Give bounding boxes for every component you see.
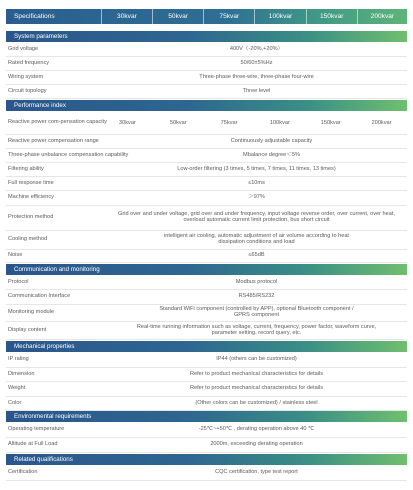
row-ip-rating [6,353,407,368]
capacity-50kvar: 50kvar [169,120,187,126]
row-value: ≤65dB [248,252,265,259]
row-compensation-range [6,135,407,149]
row-label: Grid voltage [8,45,39,52]
row-label: IP rating [8,356,29,363]
row-value: 400V（-20%,+20%） [229,45,284,52]
capacity-150kvar: 150kvar [320,120,341,126]
row-certification [6,466,407,481]
capacity-100kvar: 100kvar [269,120,290,126]
row-wiring-system [6,71,407,85]
section-mechanical: Mechanical properties [6,341,407,352]
row-label: Certification [8,469,38,476]
row-label: Dimension [8,370,35,377]
section-environmental: Environmental requirements [6,411,407,422]
row-full-response-time [6,177,407,191]
capacity-values [102,112,407,134]
row-monitoring-module [6,305,407,322]
row-label: Communication Interface [8,293,71,300]
row-filtering-ability [6,163,407,177]
row-value: Modbus protocol [235,278,278,285]
row-value: (Other colors can be customized) / stainless steel [195,399,318,406]
row-value: ＞97% [248,194,265,201]
row-value: Grid over and under voltage, grid over and under frequency, input voltage reverse order, over current, over heat, overload automatic current limit protection, bus short circuit [118,211,395,223]
row-value: Three level [242,87,271,94]
row-label: Weight [8,385,26,392]
row-label: Rated frequency [8,59,50,66]
row-label: Reactive power com-pensation capacity [8,119,107,126]
row-value: Refer to product mechanical characteristics for details [189,385,324,392]
row-value: 2000m, exceeding derating operation [210,441,303,448]
row-unbalance-compensation [6,149,407,163]
row-label: Color [8,399,22,406]
row-machine-efficiency [6,191,407,206]
row-label: Altitude at Full Load [8,441,58,448]
row-value: -25℃~+50℃ , derating operation above 40 ℃ [198,426,315,433]
row-weight [6,382,407,397]
row-cooling-method [6,231,407,250]
row-label: Noise [8,252,23,259]
model-100kvar: 100kvar [254,9,305,24]
row-label: Protection method [8,214,54,221]
capacity-200kvar: 200kvar [371,120,392,126]
row-communication-interface [6,290,407,305]
section-performance-index: Performance index [6,100,407,111]
row-label: Monitoring module [8,309,55,316]
row-noise [6,250,407,263]
row-value: Standard WiFi component (controlled by APP), optional Bluetooth component / GPRS component [159,306,354,318]
row-label: Protocol [8,278,29,285]
row-value: 50/60±5%Hz [240,59,273,66]
row-value: Continuously adjustable capacity [230,137,313,144]
row-rated-frequency [6,57,407,71]
spec-header-bar [6,9,407,24]
row-grid-voltage [6,43,407,57]
row-protocol [6,276,407,290]
section-qualifications: Related qualifications [6,454,407,465]
row-value: RS485/RS232 [238,293,275,300]
row-value: CQC certification, type test report [215,469,298,476]
row-color [6,397,407,411]
row-value: Mbalance degree＜5% [243,151,300,158]
row-value: Three-phase three-wire, three-phase four-wire [199,73,314,80]
row-protection-method [6,206,407,231]
section-system-parameters: System parameters [6,31,407,42]
row-value: IP44 (others can be customized) [216,356,297,363]
row-label: Operating temperature [8,426,65,433]
row-label: Display content [8,326,47,333]
model-75kvar: 75kvar [203,9,254,24]
row-label: Cooling method [8,236,48,243]
row-label: Wiring system [8,73,44,80]
row-label: Machine efficiency [8,194,54,201]
row-value: intelligent air cooling, automatic adjustment of air volume according to heat dissipation conditions and load [163,233,349,245]
row-value: Refer to product mechanical characteristics for details [189,370,324,377]
model-30kvar: 30kvar [101,9,152,24]
row-label: Reactive power compensation range [8,137,99,144]
row-altitude-full-load [6,438,407,453]
row-compensation-capacity [6,112,407,135]
model-150kvar: 150kvar [306,9,357,24]
row-label: Circuit topology [8,87,47,94]
row-value: Low-order filtering (3 times, 5 times, 7 times, 11 times, 13 times) [177,165,336,172]
row-circuit-topology [6,85,407,99]
row-label: Three-phase unbalance compensation capability [8,151,129,158]
row-label: Filtering ability [8,165,44,172]
row-display-content [6,322,407,340]
row-operating-temperature [6,423,407,438]
row-dimension [6,368,407,382]
row-value: Real-time running information such as voltage, current, frequency, power factor, waveform curve, parameter setting, record query, etc. [136,323,377,336]
row-value: ≤10ms [248,179,265,186]
model-200kvar: 200kvar [357,9,407,24]
section-communication: Communication and monitoring [6,264,407,275]
spec-header-label: Specifications [14,13,55,20]
row-label: Full response time [8,179,54,186]
capacity-30kvar: 30kvar [119,120,136,126]
model-50kvar: 50kvar [152,9,203,24]
capacity-75kvar: 75kvar [220,120,238,126]
